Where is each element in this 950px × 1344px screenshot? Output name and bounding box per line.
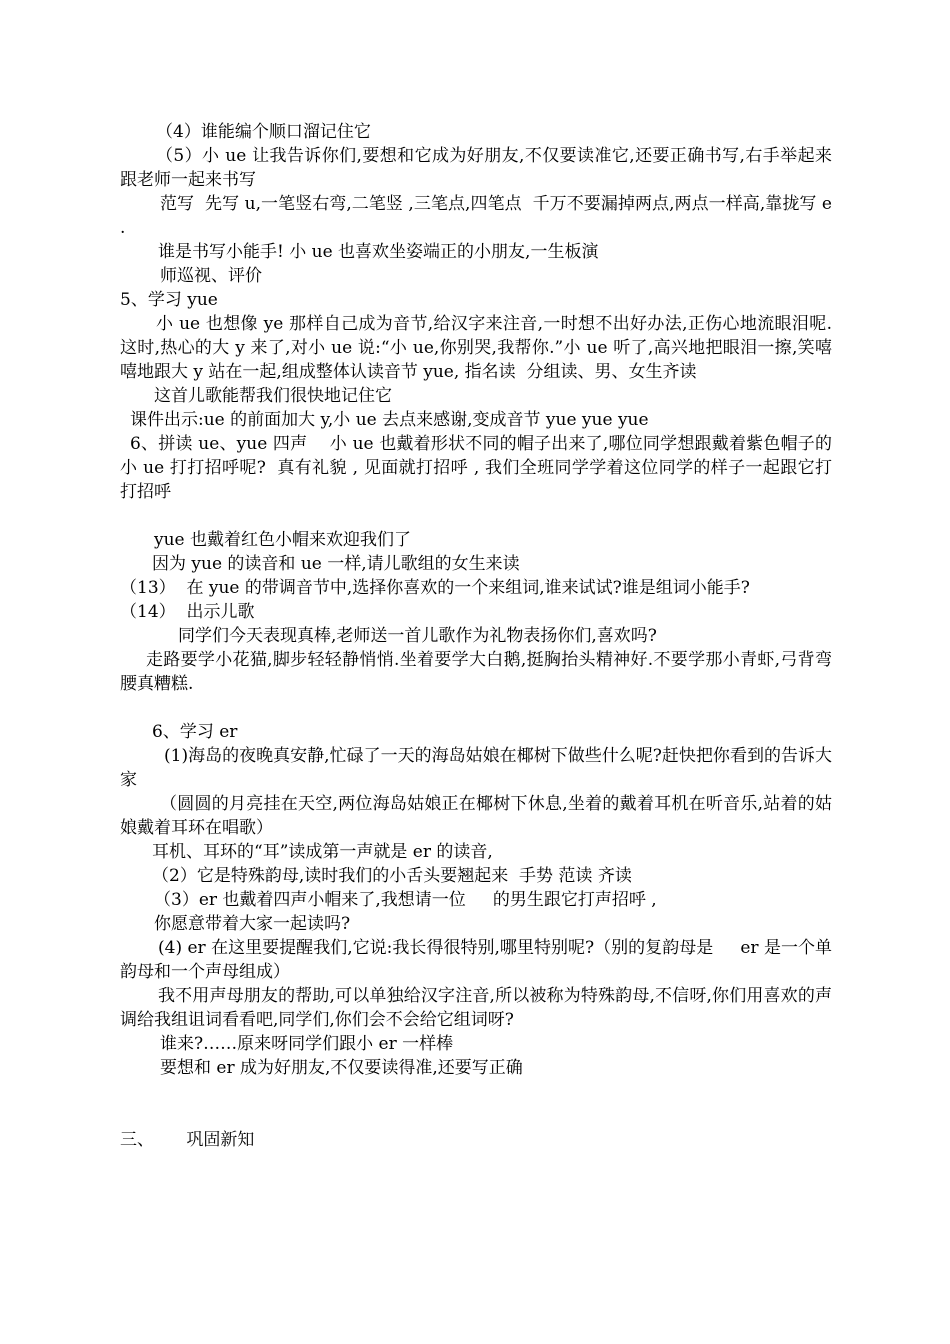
paragraph: 这首儿歌能帮我们很快地记住它 <box>154 386 392 406</box>
paragraph: 你愿意带着大家一起读吗? <box>154 914 351 934</box>
paragraph: 同学们今天表现真棒,老师送一首儿歌作为礼物表扬你们,喜欢吗? <box>178 626 657 646</box>
blank-line <box>120 504 832 528</box>
paragraph: 因为 yue 的读音和 ue 一样,请儿歌组的女生来读 <box>152 554 520 574</box>
paragraph: （14） 出示儿歌 <box>120 602 255 622</box>
paragraph: 6、拼读 ue、yue 四声 小 ue 也戴着形状不同的帽子出来了,哪位同学想跟戴着紫色帽子的小 ue 打打招呼呢? 真有礼貌 , 见面就打招呼 , 我们全班同学学着这位同学的样子一起跟它打打招呼 <box>120 434 832 502</box>
section-heading: 三、 巩固新知 <box>120 1130 255 1150</box>
paragraph: 课件出示:ue 的前面加大 y,小 ue 去点来感谢,变成音节 yue yue yue <box>130 410 649 430</box>
paragraph: 范写 先写 u,一笔竖右弯,二笔竖 ,三笔点,四笔点 千万不要漏掉两点,两点一样高,靠拢写 e . <box>120 194 838 238</box>
paragraph: （3）er 也戴着四声小帽来了,我想请一位 的男生跟它打声招呼 , <box>154 890 657 910</box>
blank-line <box>120 1080 832 1128</box>
blank-line <box>120 696 832 720</box>
paragraph: （圆圆的月亮挂在天空,两位海岛姑娘正在椰树下休息,坐着的戴着耳机在听音乐,站着的姑娘戴着耳环在唱歌） <box>120 794 832 838</box>
section-heading: 6、学习 er <box>152 722 238 742</box>
paragraph: （2）它是特殊韵母,读时我们的小舌头要翘起来 手势 范读 齐读 <box>152 866 632 886</box>
paragraph: (4) er 在这里要提醒我们,它说:我长得很特别,哪里特别呢?（别的复韵母是 er 是一个单韵母和一个声母组成） <box>120 938 832 982</box>
paragraph: 小 ue 也想像 ye 那样自己成为音节,给汉字来注音,一时想不出好办法,正伤心地流眼泪呢.这时,热心的大 y 来了,对小 ue 说:“小 ue,你别哭,我帮你.”小 ue 听了,高兴地把眼泪一擦,笑嘻嘻地跟大 y 站在一起,组成整体认读音节 yue, 指名读 分组读、男、女生齐读 <box>120 314 832 382</box>
paragraph: 耳机、耳环的“耳”读成第一声就是 er 的读音, <box>152 842 493 862</box>
paragraph: yue 也戴着红色小帽来欢迎我们了 <box>154 530 412 550</box>
paragraph: 谁来?……原来呀同学们跟小 er 一样棒 <box>160 1034 454 1054</box>
section-heading: 5、学习 yue <box>120 290 218 310</box>
paragraph: （5）小 ue 让我告诉你们,要想和它成为好朋友,不仅要读准它,还要正确书写,右手举起来跟老师一起来书写 <box>120 146 832 190</box>
paragraph: 我不用声母朋友的帮助,可以单独给汉字注音,所以被称为特殊韵母,不信呀,你们用喜欢的声调给我组诅词看看吧,同学们,你们会不会给它组词呀? <box>120 986 832 1030</box>
poem-paragraph: 走路要学小花猫,脚步轻轻静悄悄.坐着要学大白鹅,挺胸抬头精神好.不要学那小青虾,弓背弯腰真糟糕. <box>120 650 832 694</box>
paragraph: （4）谁能编个顺口溜记住它 <box>156 122 371 142</box>
paragraph: 要想和 er 成为好朋友,不仅要读得准,还要写正确 <box>160 1058 523 1078</box>
paragraph: （13） 在 yue 的带调音节中,选择你喜欢的一个来组词,谁来试试?谁是组词小能手? <box>120 578 750 598</box>
paragraph: 谁是书写小能手! 小 ue 也喜欢坐姿端正的小朋友,一生板演 <box>158 242 599 262</box>
paragraph: (1)海岛的夜晚真安静,忙碌了一天的海岛姑娘在椰树下做些什么呢?赶快把你看到的告诉大家 <box>120 746 832 790</box>
paragraph: 师巡视、评价 <box>160 266 262 286</box>
text-column <box>120 120 838 1152</box>
